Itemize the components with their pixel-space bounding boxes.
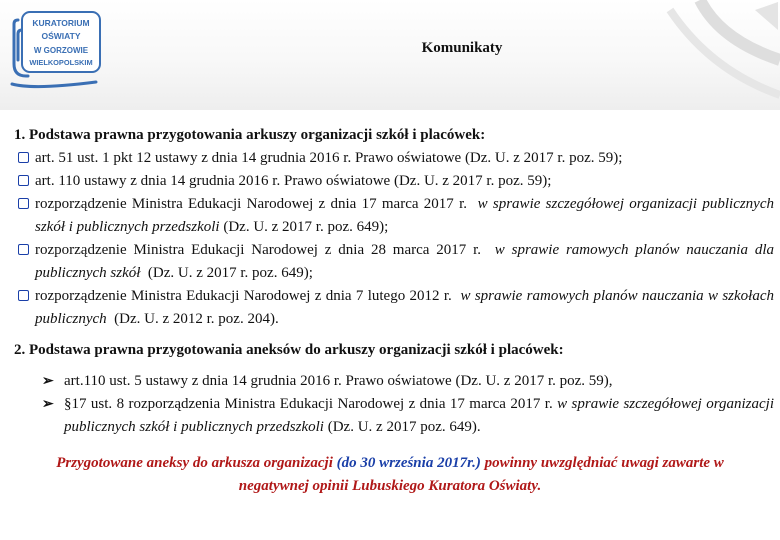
checkbox-bullet-icon [18,152,29,163]
checkbox-bullet-icon [18,290,29,301]
logo-line-4: WIELKOPOLSKIM [29,58,93,67]
note-part-1: Przygotowane aneksy do arkusza organizacji [56,455,333,471]
logo-line-2: OŚWIATY [41,31,81,41]
list-item [14,147,774,170]
page-title: Komunikaty [421,40,503,56]
header-band [0,0,780,110]
section-1-heading: 1. Podstawa prawna przygotowania arkuszy organizacji szkół i placówek: [14,127,486,143]
checkbox-bullet-icon [18,175,29,186]
checkbox-bullet-icon [18,244,29,255]
list-item [14,170,774,193]
content [14,124,774,439]
list-item [14,193,774,239]
section-2-list [14,370,774,439]
arrow-bullet-icon: ➢ [42,374,54,389]
item-text: §17 ust. 8 rozporządzenia Ministra Edukacji Narodowej z dnia 17 marca 2017 r. w sprawie szczegółowej organizacji publicznych szkół i publicznych przedszkoli (Dz. U. z 2017 poz. 649). [64,396,774,435]
closing-note [20,452,760,498]
decorative-curve [660,0,780,110]
item-text: rozporządzenie Ministra Edukacji Narodowej z dnia 7 lutego 2012 r. w sprawie ramowych planów nauczania w szkołach publicznych (Dz. U. z 2012 r. poz. 204). [35,288,774,327]
list-item [14,370,774,393]
list-item [14,285,774,331]
item-text: rozporządzenie Ministra Edukacji Narodowej z dnia 28 marca 2017 r. w sprawie ramowych planów nauczania dla publicznych szkół (Dz. U. z 2017 r. poz. 649); [35,242,774,281]
section-1-list [14,147,774,331]
note-deadline: (do 30 września 2017r.) [336,455,481,471]
checkbox-bullet-icon [18,198,29,209]
list-item [14,393,774,439]
list-item [14,239,774,285]
item-text: art. 51 ust. 1 pkt 12 ustawy z dnia 14 grudnia 2016 r. Prawo oświatowe (Dz. U. z 2017 r. poz. 59); [35,150,623,166]
item-text: rozporządzenie Ministra Edukacji Narodowej z dnia 17 marca 2017 r. w sprawie szczegółowej organizacji publicznych szkół i publicznych przedszkoli (Dz. U. z 2017 r. poz. 649); [35,196,774,235]
item-text: art. 110 ustawy z dnia 14 grudnia 2016 r. Prawo oświatowe (Dz. U. z 2017 r. poz. 59); [35,173,552,189]
arrow-bullet-icon: ➢ [42,397,54,412]
item-text: art.110 ust. 5 ustawy z dnia 14 grudnia 2016 r. Prawo oświatowe (Dz. U. z 2017 r. poz. 59), [64,373,613,389]
note-part-3: powinny uwzględniać uwagi zawarte w negatywnej opinii Lubuskiego Kuratora Oświaty. [238,455,724,494]
logo-line-3: W GORZOWIE [33,46,89,55]
section-2-heading: 2. Podstawa prawna przygotowania aneksów do arkuszy organizacji szkół i placówek: [14,342,564,358]
logo-line-1: KURATORIUM [32,18,90,28]
